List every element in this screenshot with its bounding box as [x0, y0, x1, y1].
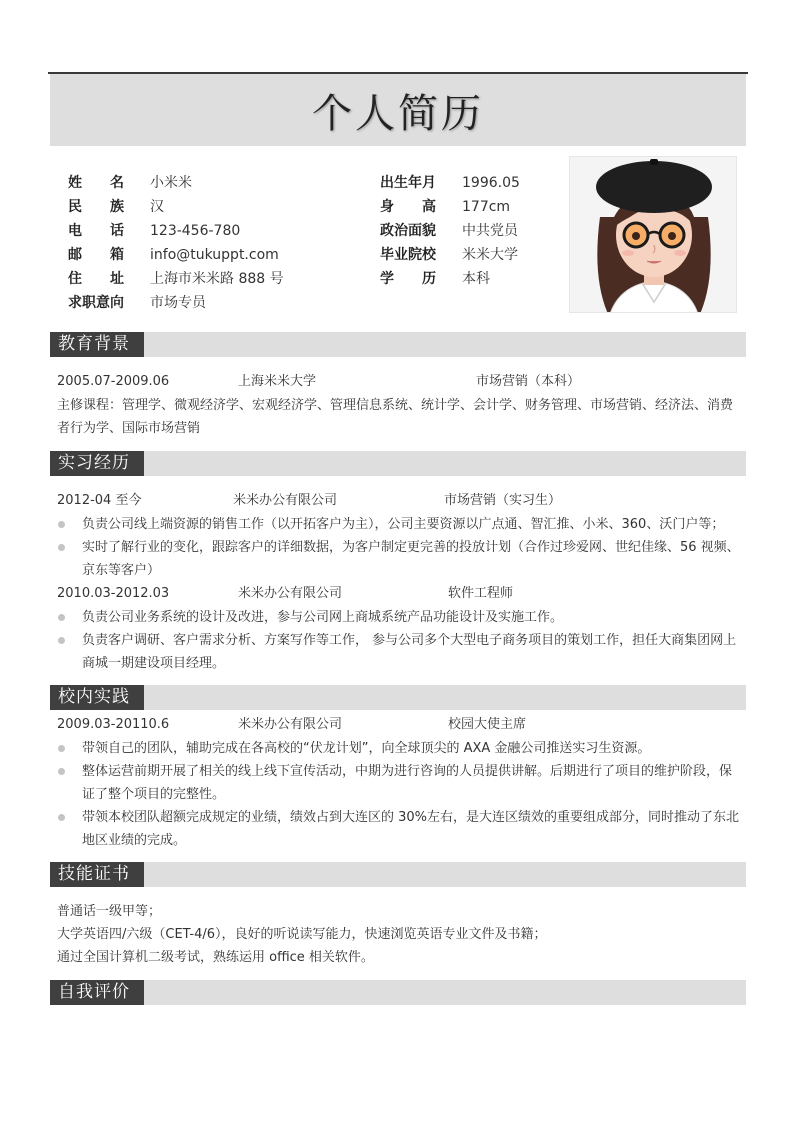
- internship-duties: [57, 513, 741, 582]
- list-item: 带领自己的团队，辅助完成在各高校的“伏龙计划”，向全球顶尖的 AXA 金融公司推送实习生资源。: [57, 737, 741, 760]
- info-value: 本科: [462, 271, 490, 287]
- section-title: 自我评价: [50, 980, 144, 1005]
- info-value: 123-456-780: [150, 223, 241, 239]
- entry-role: 软件工程师: [448, 586, 514, 601]
- basic-info-right: [380, 171, 520, 291]
- education-courses: 主修课程：管理学、微观经济学、宏观经济学、管理信息系统、统计学、会计学、财务管理、市场营销、经济法、消费者行为学、国际市场营销: [57, 398, 734, 436]
- list-item: 负责客户调研、客户需求分析、方案写作等工作， 参与公司多个大型电子商务项目的策划工作，担任大商集团网上商城一期建设项目经理。: [57, 629, 741, 675]
- entry-role: 校园大使主席: [448, 717, 527, 732]
- section-title: 教育背景: [50, 332, 144, 357]
- section-self-evaluation: [50, 980, 746, 1005]
- info-label: 毕业院校: [380, 247, 436, 263]
- entry-company: 米米办公有限公司: [238, 717, 343, 732]
- info-label: 学历: [380, 271, 436, 287]
- list-item: 整体运营前期开展了相关的线上线下宣传活动，中期为进行咨询的人员提供讲解。后期进行了项目的维护阶段，保证了整个项目的完整性。: [57, 760, 741, 806]
- info-row-degree: [380, 267, 520, 291]
- info-label: 邮箱: [68, 247, 124, 263]
- entry-period: 2009.03-20110.6: [57, 717, 170, 732]
- info-label: 求职意向: [68, 295, 124, 311]
- avatar-photo: [569, 156, 737, 313]
- list-item: 负责公司业务系统的设计及改进，参与公司网上商城系统产品功能设计及实施工作。: [57, 606, 741, 629]
- info-row-name: [68, 171, 284, 195]
- section-skills: [50, 862, 746, 887]
- info-value: info@tukuppt.com: [150, 247, 279, 263]
- entry-company: 米米办公有限公司: [238, 586, 343, 601]
- info-label: 住址: [68, 271, 124, 287]
- resume-title: 个人简历: [312, 90, 484, 137]
- entry-company: 米米办公有限公司: [233, 493, 338, 508]
- info-label: 出生年月: [380, 175, 436, 191]
- basic-info-left: [68, 171, 284, 315]
- info-value: 米米大学: [462, 247, 518, 263]
- info-label: 电话: [68, 223, 124, 239]
- skills-list: [57, 900, 741, 969]
- entry-major: 市场营销（本科）: [476, 374, 581, 389]
- info-row-birth: [380, 171, 520, 195]
- skill-item: 普通话一级甲等；: [57, 904, 162, 919]
- info-value: 市场专员: [150, 295, 206, 311]
- info-value: 汉: [150, 199, 164, 215]
- entry-school: 上海米米大学: [238, 374, 317, 389]
- info-value: 1996.05: [462, 175, 520, 191]
- internship-duties: [57, 606, 741, 675]
- info-value: 中共党员: [462, 223, 518, 239]
- section-title: 技能证书: [50, 862, 144, 887]
- info-row-school: [380, 243, 520, 267]
- info-row-address: [68, 267, 284, 291]
- section-campus: [50, 685, 746, 710]
- title-band: [50, 74, 746, 146]
- info-label: 政治面貌: [380, 223, 436, 239]
- info-value: 小米米: [150, 175, 192, 191]
- info-label: 民族: [68, 199, 124, 215]
- info-label: 姓名: [68, 175, 124, 191]
- section-education: [50, 332, 746, 357]
- skill-item: 通过全国计算机二级考试，熟练运用 office 相关软件。: [57, 950, 374, 965]
- section-internship: [50, 451, 746, 476]
- info-value: 上海市米米路 888 号: [150, 271, 284, 287]
- info-row-political: [380, 219, 520, 243]
- entry-period: 2005.07-2009.06: [57, 374, 170, 389]
- entry-period: 2012-04 至今: [57, 493, 142, 508]
- skill-item: 大学英语四/六级（CET-4/6），良好的听说读写能力，快速浏览英语专业文件及书籍；: [57, 927, 547, 942]
- info-row-ethnicity: [68, 195, 284, 219]
- info-row-height: [380, 195, 520, 219]
- list-item: 实时了解行业的变化，跟踪客户的详细数据，为客户制定更完善的投放计划（合作过珍爱网、世纪佳缘、56 视频、京东等客户）: [57, 536, 741, 582]
- list-item: 负责公司线上端资源的销售工作（以开拓客户为主），公司主要资源以广点通、智汇推、小米、360、沃门户等；: [57, 513, 741, 536]
- entry-period: 2010.03-2012.03: [57, 586, 170, 601]
- info-row-email: [68, 243, 284, 267]
- section-title: 校内实践: [50, 685, 144, 710]
- info-row-objective: [68, 291, 284, 315]
- info-label: 身高: [380, 199, 436, 215]
- entry-role: 市场营销（实习生）: [444, 493, 562, 508]
- avatar-illustration: [570, 157, 737, 313]
- info-row-phone: [68, 219, 284, 243]
- section-title: 实习经历: [50, 451, 144, 476]
- info-value: 177cm: [462, 199, 511, 215]
- list-item: 带领本校团队超额完成规定的业绩，绩效占到大连区的 30%左右，是大连区绩效的重要组成部分，同时推动了东北地区业绩的完成。: [57, 806, 741, 852]
- campus-duties: [57, 737, 741, 852]
